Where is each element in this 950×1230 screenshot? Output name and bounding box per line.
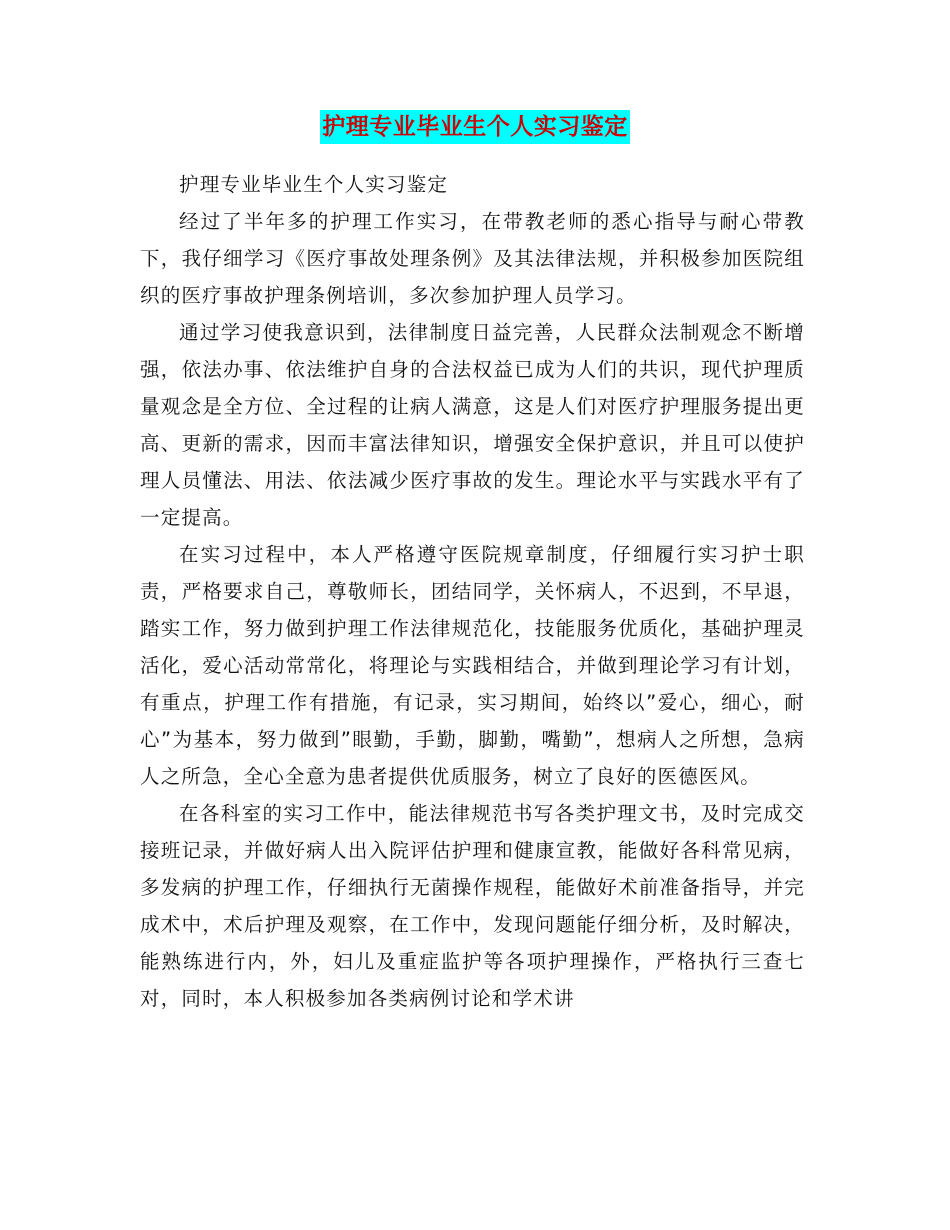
document-body (140, 166, 805, 1017)
paragraph-3: 在实习过程中，本人严格遵守医院规章制度，仔细履行实习护士职责，严格要求自己，尊敬师长，团结同学，关怀病人，不迟到，不早退，踏实工作，努力做到护理工作法律规范化，技能服务优质化，基础护理灵活化，爱心活动常常化，将理论与实践相结合，并做到理论学习有计划，有重点，护理工作有措施，有记录，实习期间，始终以”爱心，细心，耐心”为基本，努力做到”眼勤，手勤，脚勤，嘴勤”，想病人之所想，急病人之所急，全心全意为患者提供优质服务，树立了良好的医德医风。 (140, 543, 805, 788)
paragraph-4: 在各科室的实习工作中，能法律规范书写各类护理文书，及时完成交接班记录，并做好病人出入院评估护理和健康宣教，能做好各科常见病，多发病的护理工作，仔细执行无菌操作规程，能做好术前准备指导，并完成术中，术后护理及观察，在工作中，发现问题能仔细分析，及时解决，能熟练进行内，外，妇儿及重症监护等各项护理操作，严格执行三查七对，同时，本人积极参加各类病例讨论和学术讲 (140, 802, 805, 1010)
title-container (0, 110, 950, 144)
paragraph-2: 通过学习使我意识到，法律制度日益完善，人民群众法制观念不断增强，依法办事、依法维护自身的合法权益已成为人们的共识，现代护理质量观念是全方位、全过程的让病人满意，这是人们对医疗护理服务提出更高、更新的需求，因而丰富法律知识，增强安全保护意识，并且可以使护理人员懂法、用法、依法减少医疗事故的发生。理论水平与实践水平有了一定提高。 (140, 321, 805, 529)
paragraph-subtitle: 护理专业毕业生个人实习鉴定 (179, 173, 449, 196)
document-title: 护理专业毕业生个人实习鉴定 (320, 110, 630, 144)
paragraph-1: 经过了半年多的护理工作实习，在带教老师的悉心指导与耐心带教下，我仔细学习《医疗事故处理条例》及其法律法规，并积极参加医院组织的医疗事故护理条例培训，多次参加护理人员学习。 (140, 210, 805, 307)
